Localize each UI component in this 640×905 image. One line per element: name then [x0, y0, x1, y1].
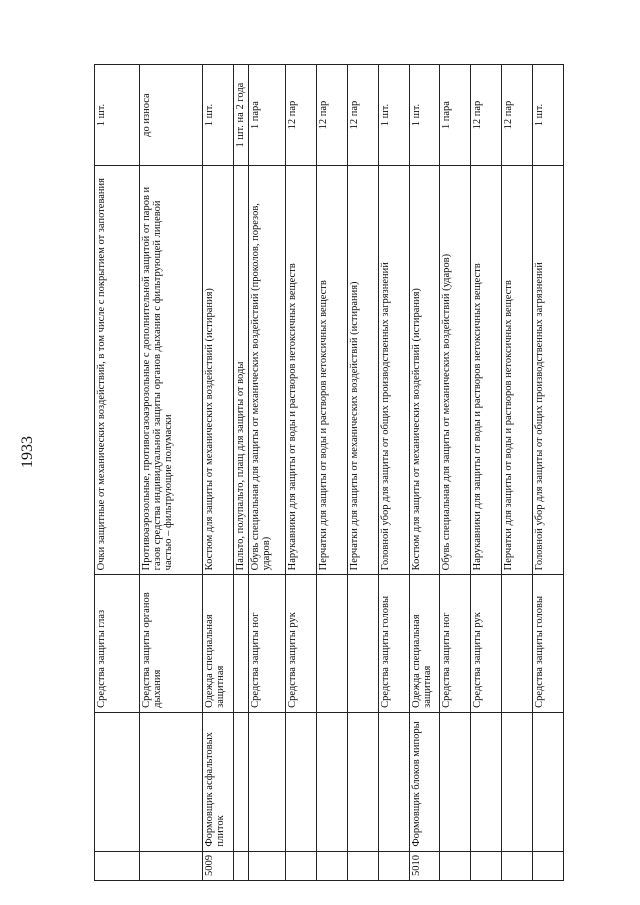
table-row — [249, 65, 286, 881]
norm-cell: 1 шт. — [203, 65, 234, 166]
table-row — [348, 65, 379, 881]
item-cell: Перчатки для защиты от воды и растворов нетоксичных веществ — [317, 166, 348, 575]
norm-cell: 12 пар — [471, 65, 502, 166]
item-cell: Обувь специальная для защиты от механических воздействий (ударов) — [440, 166, 471, 575]
category-cell: Средства защиты глаз — [95, 575, 140, 713]
profession-cell: Формовщик асфальтовых плиток — [203, 712, 234, 851]
table-row — [286, 65, 317, 881]
category-cell: Средства защиты рук — [471, 575, 502, 713]
item-cell: Костюм для защиты от механических воздействий (истирания) — [203, 166, 234, 575]
code-cell — [234, 851, 249, 880]
profession-cell — [234, 712, 249, 851]
profession-cell — [379, 712, 410, 851]
item-cell: Головной убор для защиты от общих производственных загрязнений — [533, 166, 564, 575]
category-cell — [317, 575, 348, 713]
norm-cell: 1 пара — [249, 65, 286, 166]
code-cell: 5009 — [203, 851, 234, 880]
item-cell: Пальто, полупальто, плащ для защиты от воды — [234, 166, 249, 575]
category-cell: Средства защиты головы — [533, 575, 564, 713]
table-row — [140, 65, 203, 881]
table-row — [317, 65, 348, 881]
item-cell: Очки защитные от механических воздействий, в том числе с покрытием от запотевания — [95, 166, 140, 575]
code-cell — [286, 851, 317, 880]
table-body — [95, 65, 564, 881]
norm-cell: до износа — [140, 65, 203, 166]
code-cell — [140, 851, 203, 880]
item-cell: Костюм для защиты от механических воздействий (истирания) — [410, 166, 440, 575]
ppe-norms-table — [94, 64, 564, 881]
category-cell: Средства защиты головы — [379, 575, 410, 713]
table-row — [203, 65, 234, 881]
table-row — [440, 65, 471, 881]
code-cell — [317, 851, 348, 880]
profession-cell — [140, 712, 203, 851]
norm-cell: 12 пар — [348, 65, 379, 166]
category-cell — [502, 575, 533, 713]
profession-cell — [249, 712, 286, 851]
table-viewport — [94, 64, 566, 881]
category-cell: Средства защиты рук — [286, 575, 317, 713]
profession-cell — [317, 712, 348, 851]
code-cell — [502, 851, 533, 880]
profession-cell — [533, 712, 564, 851]
category-cell: Средства защиты ног — [440, 575, 471, 713]
table-row — [471, 65, 502, 881]
code-cell — [249, 851, 286, 880]
norm-cell: 12 пар — [502, 65, 533, 166]
norm-cell: 1 шт. на 2 года — [234, 65, 249, 166]
code-cell — [95, 851, 140, 880]
table-row — [502, 65, 533, 881]
category-cell: Средства защиты органов дыхания — [140, 575, 203, 713]
table-row — [410, 65, 440, 881]
profession-cell — [502, 712, 533, 851]
norm-cell: 12 пар — [317, 65, 348, 166]
category-cell: Одежда специальная защитная — [410, 575, 440, 713]
norm-cell: 1 шт. — [379, 65, 410, 166]
code-cell — [471, 851, 502, 880]
item-cell: Нарукавники для защиты от воды и растворов нетоксичных веществ — [286, 166, 317, 575]
norm-cell: 1 шт. — [533, 65, 564, 166]
profession-cell — [286, 712, 317, 851]
item-cell: Перчатки для защиты от воды и растворов нетоксичных веществ — [502, 166, 533, 575]
norm-cell: 1 пара — [440, 65, 471, 166]
item-cell: Нарукавники для защиты от воды и растворов нетоксичных веществ — [471, 166, 502, 575]
item-cell: Обувь специальная для защиты от механических воздействий (проколов, порезов, ударов) — [249, 166, 286, 575]
table-row — [379, 65, 410, 881]
norm-cell: 1 шт. — [95, 65, 140, 166]
item-cell: Головной убор для защиты от общих производственных загрязнений — [379, 166, 410, 575]
item-cell: Противоаэрозольные, противогазоаэрозольные с дополнительной защитой от паров и газов средства индивидуальной защиты органов дыхания с фильтрующей лицевой частью – фильтрующие полумаски — [140, 166, 203, 575]
item-cell: Перчатки для защиты от механических воздействий (истирания) — [348, 166, 379, 575]
profession-cell: Формовщик блоков мипоры — [410, 712, 440, 851]
category-cell — [348, 575, 379, 713]
profession-cell — [95, 712, 140, 851]
norm-cell: 12 пар — [286, 65, 317, 166]
code-cell — [440, 851, 471, 880]
table-row — [533, 65, 564, 881]
category-cell — [234, 575, 249, 713]
code-cell: 5010 — [410, 851, 440, 880]
category-cell: Средства защиты ног — [249, 575, 286, 713]
code-cell — [379, 851, 410, 880]
code-cell — [348, 851, 379, 880]
code-cell — [533, 851, 564, 880]
page-number: 1933 — [19, 436, 36, 468]
table-row — [95, 65, 140, 881]
profession-cell — [471, 712, 502, 851]
category-cell: Одежда специальная защитная — [203, 575, 234, 713]
profession-cell — [348, 712, 379, 851]
profession-cell — [440, 712, 471, 851]
norm-cell: 1 шт. — [410, 65, 440, 166]
table-row — [234, 65, 249, 881]
